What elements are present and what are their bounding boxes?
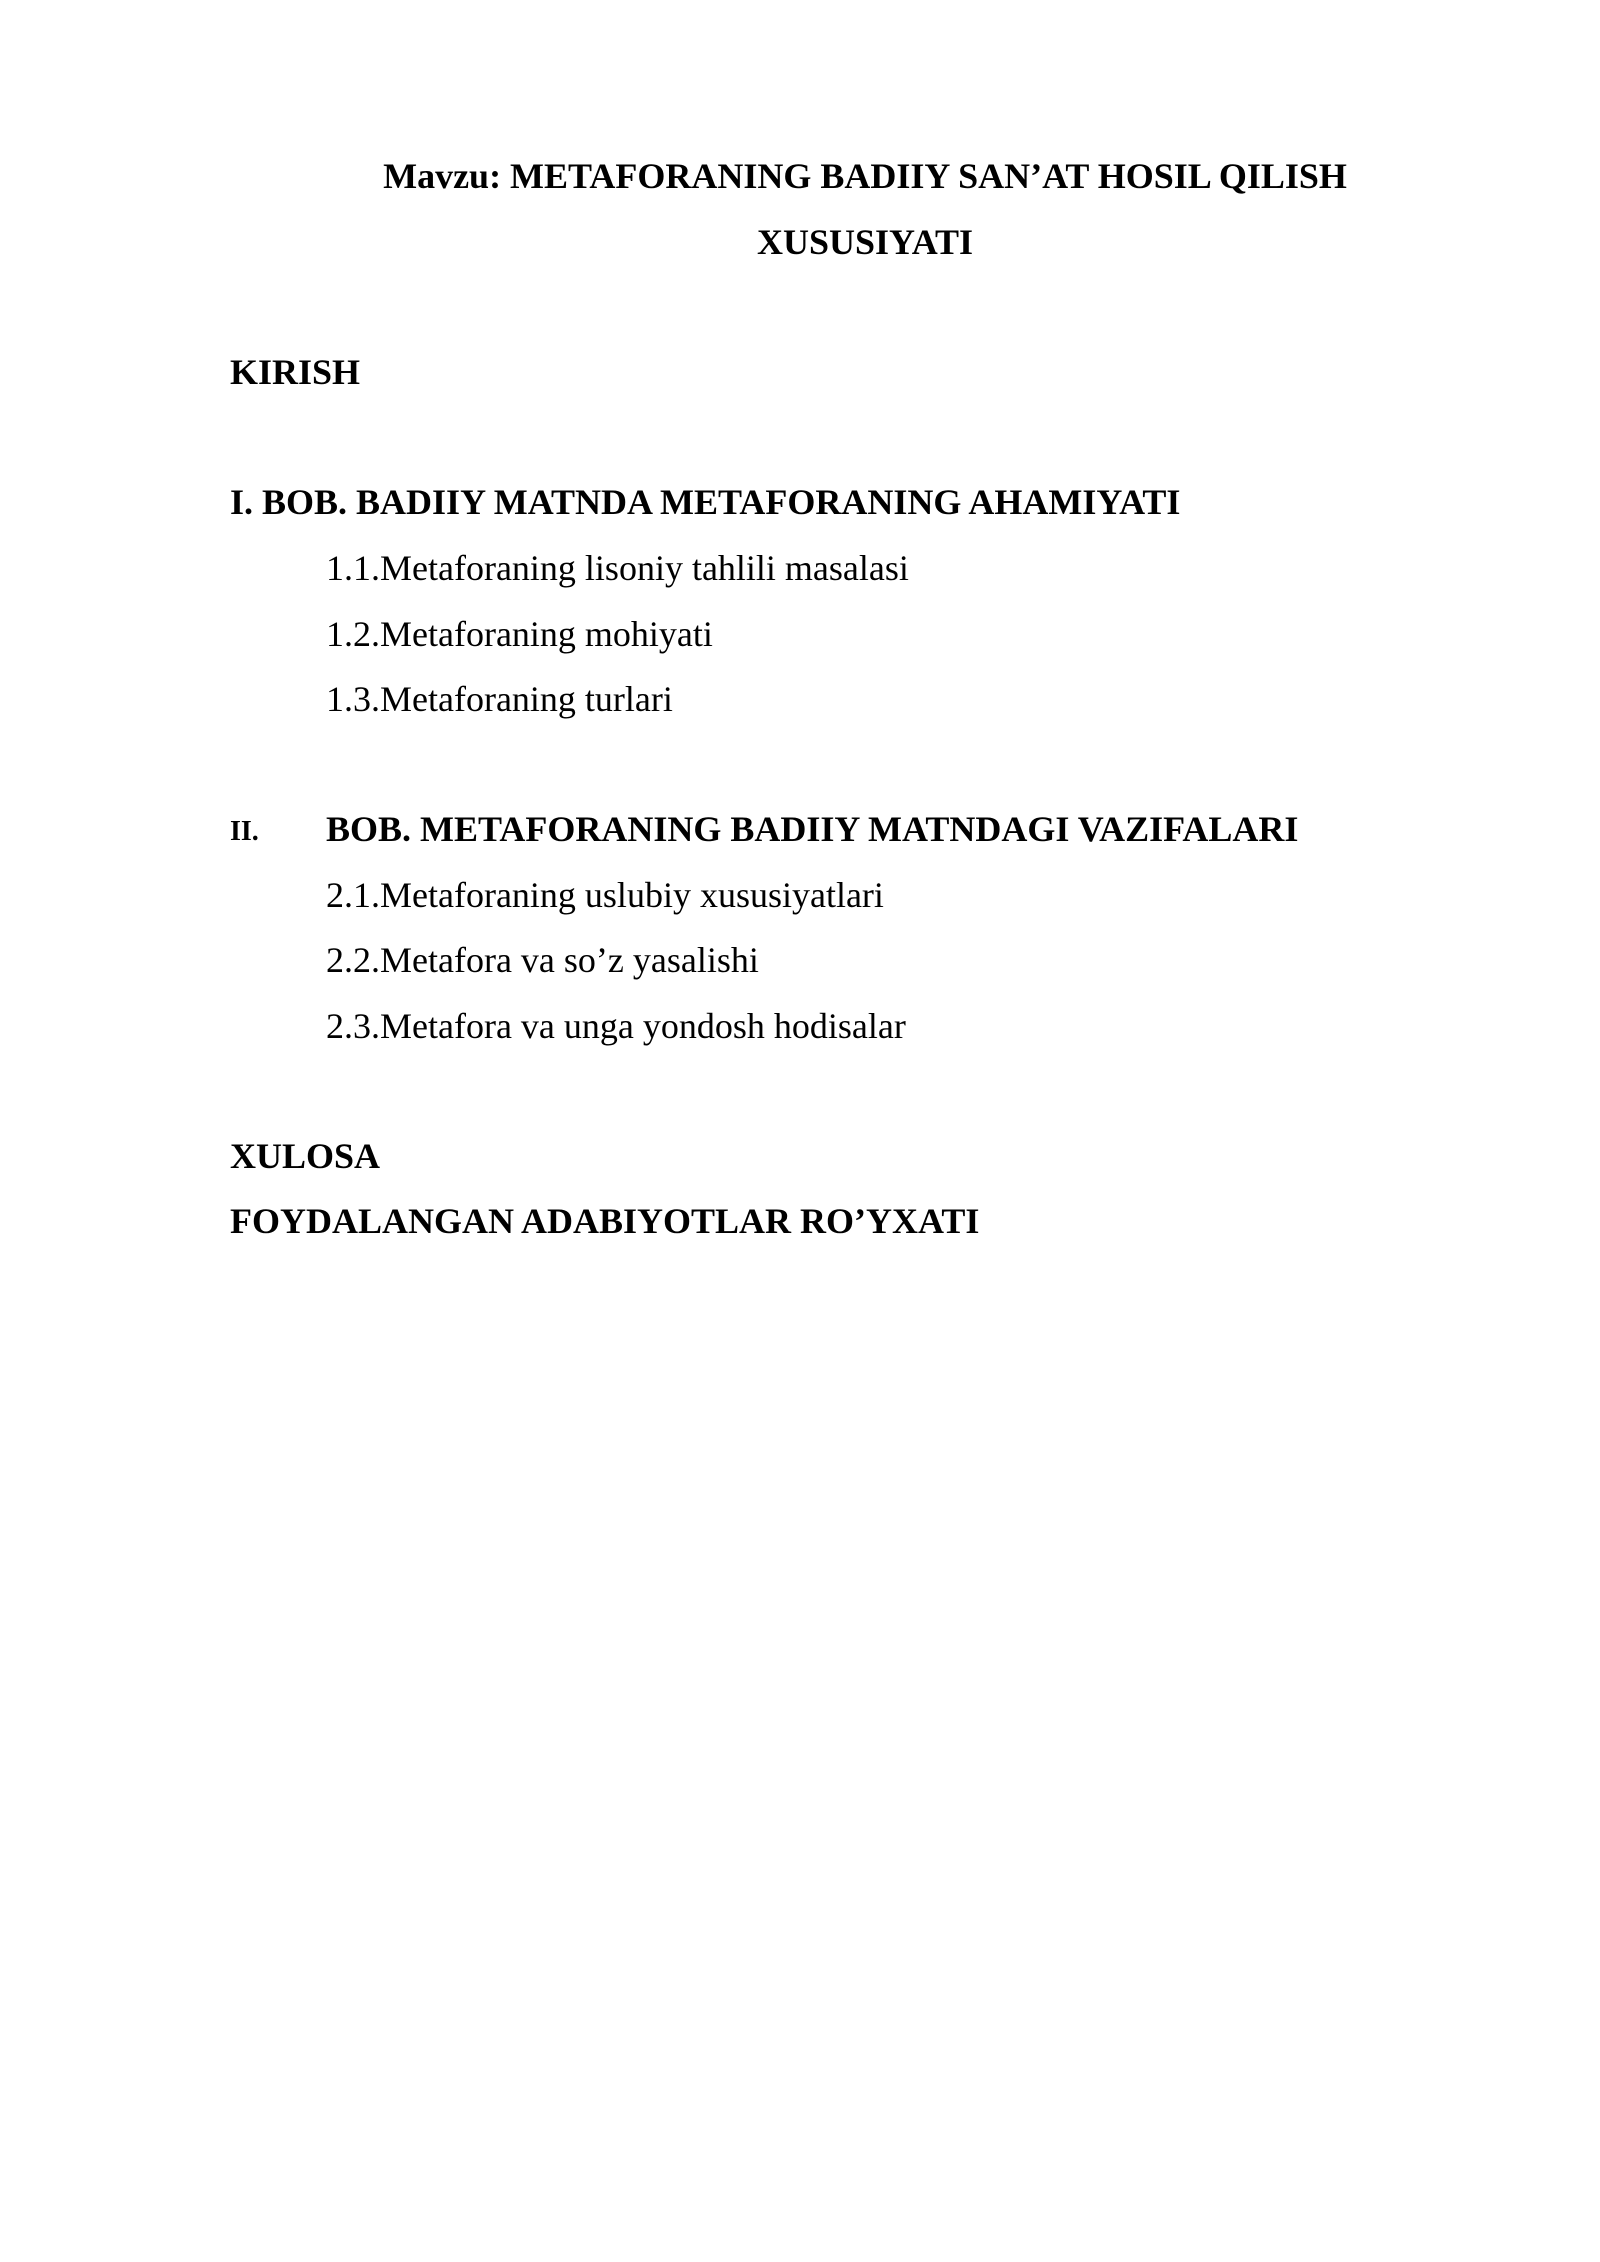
toc-chapter2-item: 2.3.Metafora va unga yondosh hodisalar bbox=[326, 1006, 906, 1046]
toc-chapter2-number: II. bbox=[230, 816, 259, 847]
title-line-1: Mavzu: METAFORANING BADIIY SAN’AT HOSIL QILISH bbox=[383, 156, 1347, 196]
toc-chapter2-item: 2.1.Metaforaning uslubiy xususiyatlari bbox=[326, 875, 884, 915]
toc-chapter1-item: 1.2.Metaforaning mohiyati bbox=[326, 614, 713, 654]
title-line-2: XUSUSIYATI bbox=[756, 222, 974, 262]
toc-introduction: KIRISH bbox=[230, 352, 361, 392]
toc-chapter2-item: 2.2.Metafora va so’z yasalishi bbox=[326, 940, 759, 980]
toc-references: FOYDALANGAN ADABIYOTLAR RO’YXATI bbox=[230, 1201, 980, 1241]
toc-chapter2-heading: BOB. METAFORANING BADIIY MATNDAGI VAZIFALARI bbox=[326, 809, 1299, 849]
toc-chapter1-heading: I. BOB. BADIIY MATNDA METAFORANING AHAMIYATI bbox=[230, 482, 1181, 522]
toc-chapter1-item: 1.1.Metaforaning lisoniy tahlili masalasi bbox=[326, 548, 909, 588]
toc-chapter1-item: 1.3.Metaforaning turlari bbox=[326, 679, 673, 719]
toc-conclusion: XULOSA bbox=[230, 1136, 381, 1176]
